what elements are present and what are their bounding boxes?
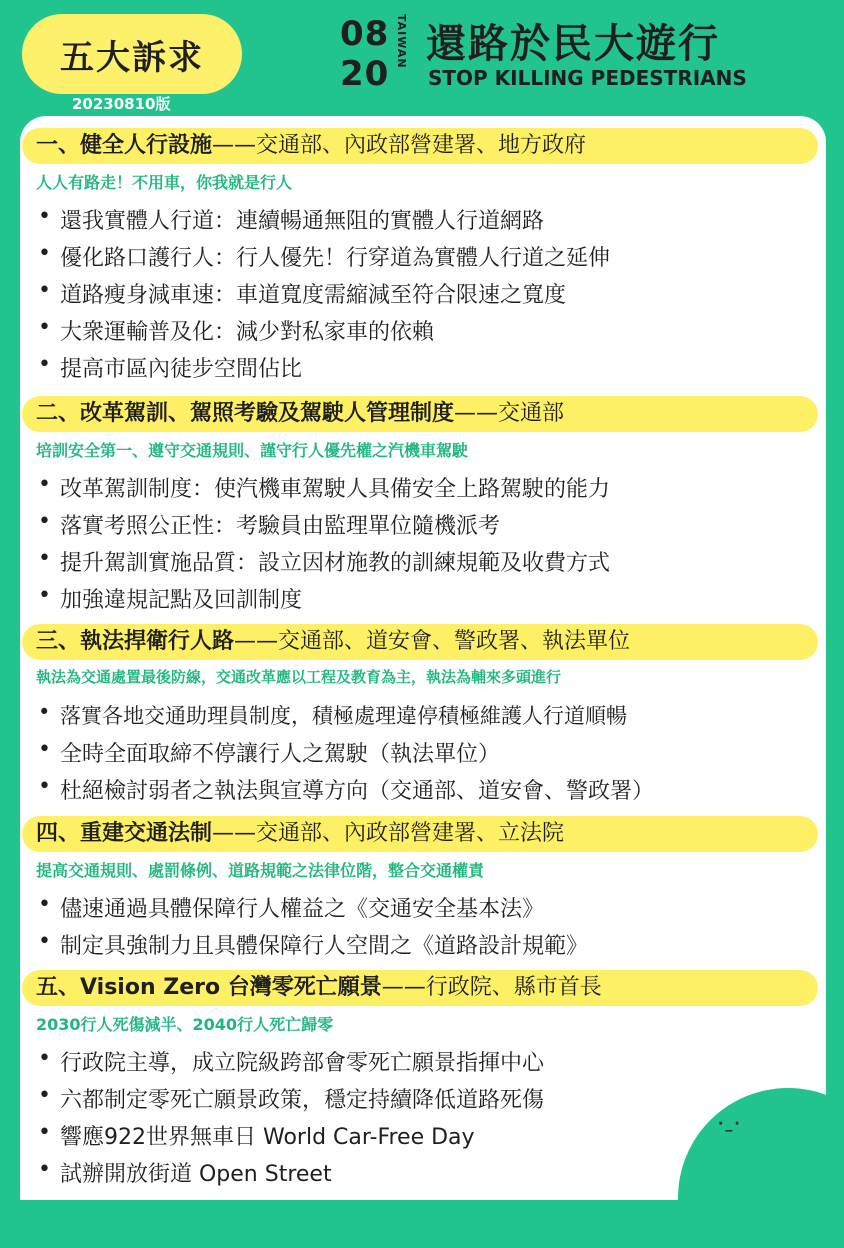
section-title: 改革駕訓、駕照考驗及駕駛人管理制度 bbox=[80, 401, 455, 426]
list-item: • 改革駕訓制度：使汽機車駕駛人具備安全上路駕駛的能力 bbox=[60, 472, 610, 503]
section-heading bbox=[36, 970, 602, 1006]
event-title: 還路於民大遊行 bbox=[426, 21, 720, 67]
content-panel bbox=[20, 116, 826, 1200]
section-title: 重建交通法制 bbox=[80, 821, 213, 846]
section-number: 五、 bbox=[36, 975, 81, 1000]
taiwan-label: TAIWAN bbox=[395, 14, 408, 69]
list-item: • 六都制定零死亡願景政策，穩定持續降低道路死傷 bbox=[60, 1083, 544, 1114]
list-item: • 杜絕檢討弱者之執法與宣導方向（交通部、道安會、警政署） bbox=[60, 774, 654, 805]
list-item: • 提高市區內徒步空間佔比 bbox=[60, 352, 302, 383]
section-agencies: ——交通部 bbox=[454, 401, 565, 426]
section-agencies: ——交通部、內政部營建署、地方政府 bbox=[212, 133, 587, 158]
list-item: • 落實各地交通助理員制度，積極處理違停積極維護人行道順暢 bbox=[60, 700, 627, 730]
list-item: • 全時全面取締不停讓行人之駕駛（執法單位） bbox=[60, 737, 500, 768]
section-tagline: 人人有路走！不用車，你我就是行人 bbox=[36, 173, 293, 192]
section-tagline: 提高交通規則、處罰條例、道路規範之法律位階，整合交通權責 bbox=[36, 861, 485, 880]
list-item: • 制定具強制力且具體保障行人空間之《道路設計規範》 bbox=[60, 929, 588, 960]
section-title: 健全人行設施 bbox=[80, 133, 213, 158]
list-item: • 行政院主導，成立院級跨部會零死亡願景指揮中心 bbox=[60, 1046, 544, 1077]
list-item: • 響應922世界無車日 World Car-Free Day bbox=[60, 1120, 475, 1151]
section-heading bbox=[36, 624, 630, 660]
mascot-face: ·_· bbox=[718, 1116, 742, 1132]
section-agencies: ——行政院、縣市首長 bbox=[381, 975, 602, 1000]
event-subtitle: STOP KILLING PEDESTRIANS bbox=[428, 66, 747, 90]
list-item: • 優化路口護行人：行人優先！行穿道為實體人行道之延伸 bbox=[60, 241, 610, 272]
list-item: • 儘速通過具體保障行人權益之《交通安全基本法》 bbox=[60, 892, 544, 923]
section-agencies: ——交通部、內政部營建署、立法院 bbox=[212, 821, 565, 846]
list-item: • 落實考照公正性：考驗員由監理單位隨機派考 bbox=[60, 509, 500, 540]
version-label: 20230810版 bbox=[72, 95, 171, 113]
badge-title: 五大訴求 bbox=[60, 37, 204, 78]
date-day: 20 bbox=[340, 54, 390, 94]
section-tagline: 培訓安全第一、遵守交通規則、謹守行人優先權之汽機車駕駛 bbox=[36, 441, 469, 460]
section-agencies: ——交通部、道安會、警政署、執法單位 bbox=[234, 629, 631, 654]
list-item: • 大衆運輸普及化：減少對私家車的依賴 bbox=[60, 315, 434, 346]
section-heading bbox=[36, 816, 564, 852]
list-item: • 試辦開放街道 Open Street bbox=[60, 1157, 332, 1188]
list-item: • 加強違規記點及回訓制度 bbox=[60, 583, 302, 614]
date-month: 08 bbox=[340, 14, 390, 54]
section-title: 執法捍衛行人路 bbox=[80, 629, 235, 654]
section-tagline: 2030行人死傷減半、2040行人死亡歸零 bbox=[36, 1015, 334, 1034]
list-item: • 提升駕訓實施品質：設立因材施教的訓練規範及收費方式 bbox=[60, 546, 610, 577]
list-item: • 還我實體人行道：連續暢通無阻的實體人行道網路 bbox=[60, 204, 544, 235]
section-number: 四、 bbox=[36, 821, 81, 846]
section-tagline: 執法為交通處置最後防線，交通改革應以工程及教育為主，執法為輔來多頭進行 bbox=[36, 668, 562, 686]
list-item: • 道路瘦身減車速：車道寬度需縮減至符合限速之寬度 bbox=[60, 278, 566, 309]
section-number: 一、 bbox=[36, 133, 81, 158]
section-title: Vision Zero 台灣零死亡願景 bbox=[80, 975, 382, 1000]
section-heading bbox=[36, 396, 564, 432]
section-number: 三、 bbox=[36, 629, 81, 654]
section-heading bbox=[36, 128, 586, 164]
section-number: 二、 bbox=[36, 401, 81, 426]
demands-badge bbox=[22, 14, 242, 94]
